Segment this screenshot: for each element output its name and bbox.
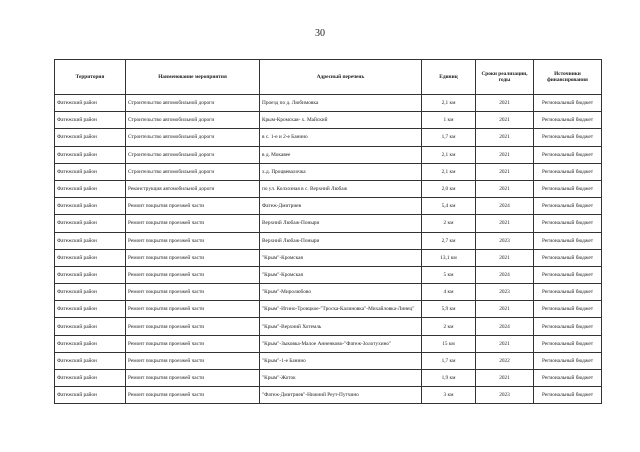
cell-activity: Строительство автомобильной дороги [126, 95, 260, 112]
cell-activity: Ремонт покрытия проезжей части [126, 232, 260, 249]
cell-territory: Фатежский район [55, 387, 126, 404]
cell-activity: Строительство автомобильной дороги [126, 112, 260, 129]
cell-years: 2023 [476, 387, 534, 404]
cell-territory: Фатежский район [55, 352, 126, 369]
road-works-table [54, 59, 602, 404]
header-activity: Наименование мероприятия [126, 60, 260, 95]
cell-address: "Крым"-Игино-Троицкое-"Троска-Калиновка"-Михайловка-Линец" [260, 301, 422, 318]
cell-activity: Ремонт покрытия проезжей части [126, 370, 260, 387]
cell-years: 2021 [476, 301, 534, 318]
table-row [55, 232, 602, 249]
header-territory: Территория [55, 60, 126, 95]
cell-units: 2 км [422, 318, 476, 335]
cell-address: Крым-Кромская- х. Майский [260, 112, 422, 129]
cell-activity: Ремонт покрытия проезжей части [126, 301, 260, 318]
cell-units: 4 км [422, 284, 476, 301]
cell-address: "Крым"-Зыковка-Малое Анненково-"Фатеж-Золотухино" [260, 335, 422, 352]
cell-territory: Фатежский район [55, 215, 126, 232]
table-row [55, 249, 602, 266]
cell-units: 5,9 км [422, 301, 476, 318]
cell-territory: Фатежский район [55, 95, 126, 112]
cell-activity: Ремонт покрытия проезжей части [126, 318, 260, 335]
table-row [55, 129, 602, 146]
cell-units: 1 км [422, 112, 476, 129]
cell-funding: Региональный бюджет [534, 318, 602, 335]
cell-units: 2,7 км [422, 232, 476, 249]
cell-activity: Ремонт покрытия проезжей части [126, 284, 260, 301]
table-row [55, 215, 602, 232]
cell-years: 2021 [476, 129, 534, 146]
cell-funding: Региональный бюджет [534, 215, 602, 232]
cell-units: 1,7 км [422, 352, 476, 369]
cell-funding: Региональный бюджет [534, 266, 602, 283]
table-row [55, 352, 602, 369]
cell-activity: Ремонт покрытия проезжей части [126, 215, 260, 232]
header-address: Адресный перечень [260, 60, 422, 95]
table-row [55, 318, 602, 335]
cell-address: "Крым"-Жоток [260, 370, 422, 387]
cell-years: 2021 [476, 249, 534, 266]
cell-units: 2,0 км [422, 180, 476, 197]
cell-territory: Фатежский район [55, 146, 126, 163]
cell-address: Проезд по д. Любимовка [260, 95, 422, 112]
cell-territory: Фатежский район [55, 318, 126, 335]
cell-funding: Региональный бюджет [534, 284, 602, 301]
cell-territory: Фатежский район [55, 163, 126, 180]
cell-years: 2021 [476, 112, 534, 129]
cell-years: 2021 [476, 370, 534, 387]
cell-units: 2,1 км [422, 95, 476, 112]
cell-funding: Региональный бюджет [534, 180, 602, 197]
cell-funding: Региональный бюджет [534, 146, 602, 163]
cell-units: 5 км [422, 266, 476, 283]
cell-territory: Фатежский район [55, 198, 126, 215]
cell-territory: Фатежский район [55, 301, 126, 318]
cell-address: Верхний Любаж-Поныри [260, 232, 422, 249]
cell-activity: Ремонт покрытия проезжей части [126, 266, 260, 283]
cell-address: в д. Мокаяее [260, 146, 422, 163]
cell-territory: Фатежский район [55, 370, 126, 387]
cell-funding: Региональный бюджет [534, 370, 602, 387]
cell-territory: Фатежский район [55, 266, 126, 283]
cell-territory: Фатежский район [55, 180, 126, 197]
cell-funding: Региональный бюджет [534, 301, 602, 318]
header-funding: Источники финансирования [534, 60, 602, 95]
table-row [55, 95, 602, 112]
cell-territory: Фатежский район [55, 249, 126, 266]
cell-years: 2022 [476, 352, 534, 369]
cell-activity: Ремонт покрытия проезжей части [126, 335, 260, 352]
table-header [55, 60, 602, 95]
table-row [55, 370, 602, 387]
table-row [55, 112, 602, 129]
cell-funding: Региональный бюджет [534, 387, 602, 404]
table-row [55, 198, 602, 215]
cell-address: Верхний Любаж-Поныри [260, 215, 422, 232]
cell-funding: Региональный бюджет [534, 112, 602, 129]
cell-units: 1,7 км [422, 129, 476, 146]
cell-years: 2021 [476, 95, 534, 112]
table-row [55, 180, 602, 197]
cell-units: 5,4 км [422, 198, 476, 215]
cell-units: 2 км [422, 215, 476, 232]
cell-territory: Фатежский район [55, 284, 126, 301]
cell-territory: Фатежский район [55, 232, 126, 249]
cell-funding: Региональный бюджет [534, 163, 602, 180]
cell-territory: Фатежский район [55, 129, 126, 146]
cell-years: 2023 [476, 284, 534, 301]
cell-territory: Фатежский район [55, 335, 126, 352]
cell-address: "Крым"-1-е Банино [260, 352, 422, 369]
cell-funding: Региональный бюджет [534, 249, 602, 266]
table-row [55, 387, 602, 404]
cell-years: 2023 [476, 232, 534, 249]
cell-activity: Строительство автомобильной дороги [126, 146, 260, 163]
cell-activity: Ремонт покрытия проезжей части [126, 387, 260, 404]
cell-funding: Региональный бюджет [534, 335, 602, 352]
cell-years: 2021 [476, 163, 534, 180]
cell-units: 1,9 км [422, 370, 476, 387]
cell-address: х.д. Процвевалочка [260, 163, 422, 180]
cell-funding: Региональный бюджет [534, 95, 602, 112]
cell-funding: Региональный бюджет [534, 129, 602, 146]
cell-activity: Реконструкция автомобильной дороги [126, 180, 260, 197]
table-body [55, 95, 602, 404]
cell-activity: Ремонт покрытия проезжей части [126, 249, 260, 266]
cell-address: "Крым"-Кромская [260, 249, 422, 266]
table-row [55, 301, 602, 318]
page-number: 30 [315, 28, 325, 39]
cell-units: 2,1 км [422, 163, 476, 180]
cell-funding: Региональный бюджет [534, 198, 602, 215]
cell-address: "Крым"-Верхний Хотемль [260, 318, 422, 335]
table-row [55, 163, 602, 180]
cell-address: "Крым"-Миролюбово [260, 284, 422, 301]
header-units: Единиц [422, 60, 476, 95]
cell-address: "Фатеж-Дмитриев"-Нижний Реут-Путчино [260, 387, 422, 404]
cell-territory: Фатежский район [55, 112, 126, 129]
cell-years: 2021 [476, 215, 534, 232]
cell-address: "Крым"-Кромская [260, 266, 422, 283]
cell-years: 2024 [476, 318, 534, 335]
cell-address: Фатеж-Дмитриев [260, 198, 422, 215]
table-row [55, 335, 602, 352]
cell-years: 2024 [476, 198, 534, 215]
cell-address: по ул. Колхозная в с. Верхний Любаж [260, 180, 422, 197]
cell-years: 2021 [476, 180, 534, 197]
header-years: Сроки реализации, годы [476, 60, 534, 95]
table-row [55, 284, 602, 301]
cell-activity: Ремонт покрытия проезжей части [126, 352, 260, 369]
cell-activity: Строительство автомобильной дороги [126, 129, 260, 146]
cell-activity: Строительство автомобильной дороги [126, 163, 260, 180]
cell-funding: Региональный бюджет [534, 232, 602, 249]
cell-funding: Региональный бюджет [534, 352, 602, 369]
cell-units: 3 км [422, 387, 476, 404]
table-row [55, 146, 602, 163]
cell-units: 2,1 км [422, 146, 476, 163]
cell-years: 2021 [476, 335, 534, 352]
cell-years: 2024 [476, 266, 534, 283]
cell-activity: Ремонт покрытия проезжей части [126, 198, 260, 215]
cell-address: в с. 1-е и 2-е Банино [260, 129, 422, 146]
table-row [55, 266, 602, 283]
cell-years: 2021 [476, 146, 534, 163]
header-row [55, 60, 602, 95]
cell-units: 15 км [422, 335, 476, 352]
cell-units: 13,1 км [422, 249, 476, 266]
